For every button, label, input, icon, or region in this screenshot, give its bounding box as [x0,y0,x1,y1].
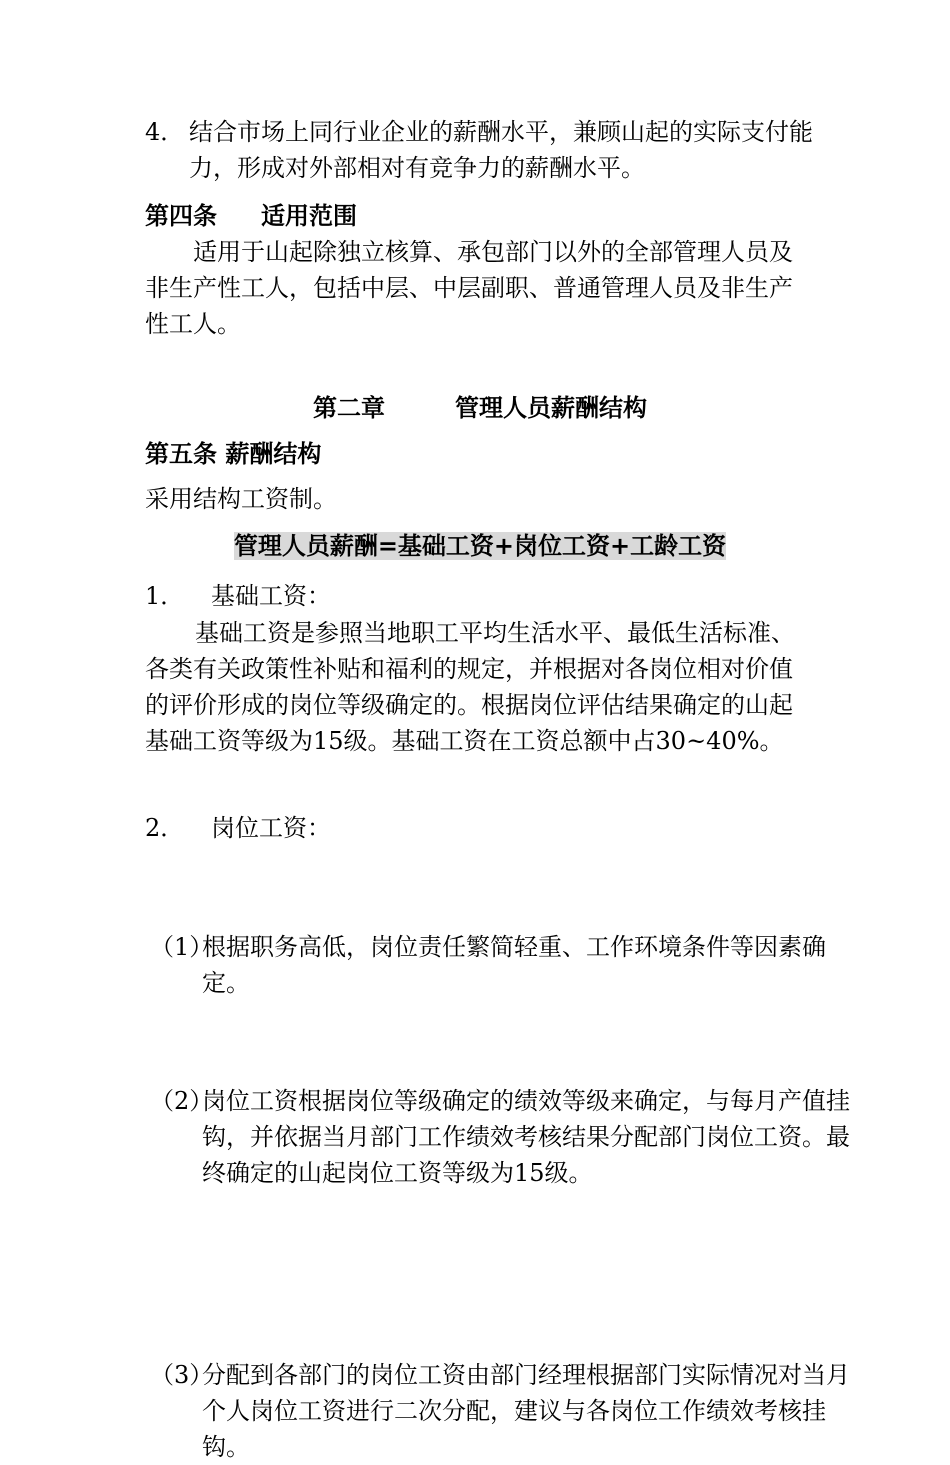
chapter-title: 管理人员薪酬结构 [455,394,647,422]
sub-item-marker: （2） [150,1087,214,1115]
article-5-intro: 采用结构工资制。 [145,485,337,513]
article-4-heading [145,198,815,234]
section-marker: 1． [145,582,185,610]
chapter-heading [145,390,815,426]
list-marker: 4． [145,118,185,146]
section-title: 岗位工资： [211,814,331,842]
section-2-heading [145,810,815,846]
chapter-number: 第二章 [313,394,385,422]
sub-item-2 [145,1083,872,1191]
article-4-body: 适用于山起除独立核算、承包部门以外的全部管理人员及非生产性工人，包括中层、中层副职、普通管理人员及非生产性工人。 [145,238,793,338]
sub-item-text: 岗位工资根据岗位等级确定的绩效等级来确定，与每月产值挂钩，并依据当月部门工作绩效考核结果分配部门岗位工资。最终确定的山起岗位工资等级为15级。 [202,1087,850,1187]
sub-item-3 [145,1357,872,1465]
section-marker: 2． [145,814,185,842]
list-item-4 [145,114,859,186]
sub-item-text: 分配到各部门的岗位工资由部门经理根据部门实际情况对当月个人岗位工资进行二次分配，建议与各岗位工作绩效考核挂钩。 [202,1361,850,1461]
article-number: 第四条 [145,202,217,230]
list-item-text: 结合市场上同行业企业的薪酬水平，兼顾山起的实际支付能力，形成对外部相对有竞争力的薪酬水平。 [189,118,813,182]
section-1-body: 基础工资是参照当地职工平均生活水平、最低生活标准、各类有关政策性补贴和福利的规定，并根据对各岗位相对价值的评价形成的岗位等级确定的。根据岗位评估结果确定的山起基础工资等级为15级。基础工资在工资总额中占30~40%。 [145,619,795,755]
formula-highlight: 管理人员薪酬=基础工资+岗位工资+工龄工资 [233,532,727,560]
salary-formula [145,528,815,564]
sub-item-1 [145,929,872,1001]
section-1-heading [145,578,815,614]
article-title: 适用范围 [261,202,357,230]
sub-item-marker: （1） [150,933,214,961]
sub-item-text: 根据职务高低，岗位责任繁简轻重、工作环境条件等因素确定。 [202,933,826,997]
section-title: 基础工资： [211,582,331,610]
sub-item-marker: （3） [150,1361,214,1389]
article-5-heading: 第五条 薪酬结构 [145,440,322,468]
